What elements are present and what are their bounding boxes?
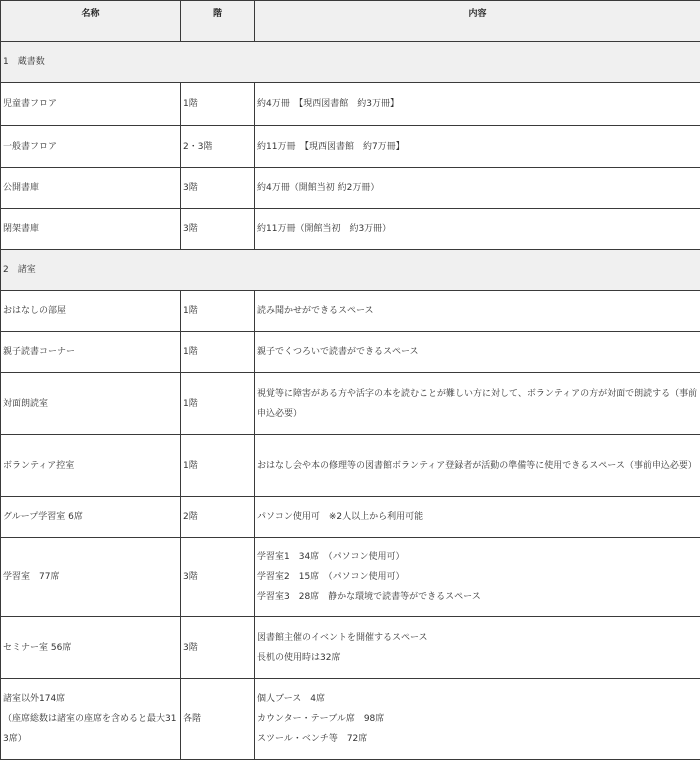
content-line: 学習室1 34席 （パソコン使用可） bbox=[257, 547, 698, 567]
table-row bbox=[1, 435, 700, 497]
row-name: 閉架書庫 bbox=[1, 209, 181, 250]
section-title-rooms: 2 諸室 bbox=[1, 250, 700, 291]
row-name: 親子読書コーナー bbox=[1, 332, 181, 373]
row-name: 学習室 77席 bbox=[1, 538, 181, 617]
row-content: 読み聞かせができるスペース bbox=[255, 291, 700, 332]
section-title-collection: 1 蔵書数 bbox=[1, 42, 700, 83]
content-line: スツール・ベンチ等 72席 bbox=[257, 729, 698, 749]
row-content: おはなし会や本の修理等の図書館ボランティア登録者が活動の準備等に使用できるスペース（事前申込必要） bbox=[255, 435, 700, 497]
row-floor: 3階 bbox=[181, 209, 255, 250]
header-floor: 階 bbox=[181, 1, 255, 42]
content-line: 長机の使用時は32席 bbox=[257, 648, 698, 668]
content-line: 学習室3 28席 静かな環境で読書等ができるスペース bbox=[257, 587, 698, 607]
row-floor: 3階 bbox=[181, 538, 255, 617]
table-row bbox=[1, 679, 700, 760]
table-row bbox=[1, 168, 700, 209]
table-row bbox=[1, 209, 700, 250]
content-line: 学習室2 15席 （パソコン使用可） bbox=[257, 567, 698, 587]
table-row bbox=[1, 617, 700, 679]
header-content: 内容 bbox=[255, 1, 700, 42]
row-content: 親子でくつろいで読書ができるスペース bbox=[255, 332, 700, 373]
row-name-note: （座席総数は諸室の座席を含めると最大313席） bbox=[3, 709, 178, 749]
row-name: 公開書庫 bbox=[1, 168, 181, 209]
row-floor: 1階 bbox=[181, 291, 255, 332]
row-content: 約11万冊（開館当初 約3万冊） bbox=[255, 209, 700, 250]
row-content: 約11万冊 【現西図書館 約7万冊】 bbox=[255, 126, 700, 168]
row-name: 児童書フロア bbox=[1, 83, 181, 126]
table-row bbox=[1, 373, 700, 435]
table-row bbox=[1, 538, 700, 617]
row-floor: 3階 bbox=[181, 168, 255, 209]
row-floor: 1階 bbox=[181, 332, 255, 373]
row-content bbox=[255, 538, 700, 617]
row-name bbox=[1, 679, 181, 760]
row-name-text: 諸室以外174席 bbox=[3, 689, 178, 709]
row-floor: 2・3階 bbox=[181, 126, 255, 168]
table-row bbox=[1, 83, 700, 126]
row-floor: 1階 bbox=[181, 83, 255, 126]
row-name: セミナー室 56席 bbox=[1, 617, 181, 679]
row-floor: 各階 bbox=[181, 679, 255, 760]
row-name: グループ学習室 6席 bbox=[1, 497, 181, 538]
row-floor: 3階 bbox=[181, 617, 255, 679]
row-content bbox=[255, 617, 700, 679]
content-line: カウンター・テーブル席 98席 bbox=[257, 709, 698, 729]
table-row bbox=[1, 497, 700, 538]
row-name: おはなしの部屋 bbox=[1, 291, 181, 332]
row-floor: 1階 bbox=[181, 373, 255, 435]
row-content: 視覚等に障害がある方や活字の本を読むことが難しい方に対して、ボランティアの方が対面で朗読する（事前申込必要） bbox=[255, 373, 700, 435]
section-row-rooms bbox=[1, 250, 700, 291]
table-row bbox=[1, 332, 700, 373]
header-name: 名称 bbox=[1, 1, 181, 42]
row-name: 対面朗読室 bbox=[1, 373, 181, 435]
row-content: 約4万冊 【現西図書館 約3万冊】 bbox=[255, 83, 700, 126]
section-row-collection bbox=[1, 42, 700, 83]
row-name: 一般書フロア bbox=[1, 126, 181, 168]
content-line: 個人ブース 4席 bbox=[257, 689, 698, 709]
row-floor: 1階 bbox=[181, 435, 255, 497]
table-row bbox=[1, 291, 700, 332]
row-content bbox=[255, 679, 700, 760]
table-header-row bbox=[1, 1, 700, 42]
content-line: 図書館主催のイベントを開催するスペース bbox=[257, 628, 698, 648]
row-floor: 2階 bbox=[181, 497, 255, 538]
row-content: パソコン使用可 ※2人以上から利用可能 bbox=[255, 497, 700, 538]
table-row bbox=[1, 126, 700, 168]
row-content: 約4万冊（開館当初 約2万冊） bbox=[255, 168, 700, 209]
row-name: ボランティア控室 bbox=[1, 435, 181, 497]
